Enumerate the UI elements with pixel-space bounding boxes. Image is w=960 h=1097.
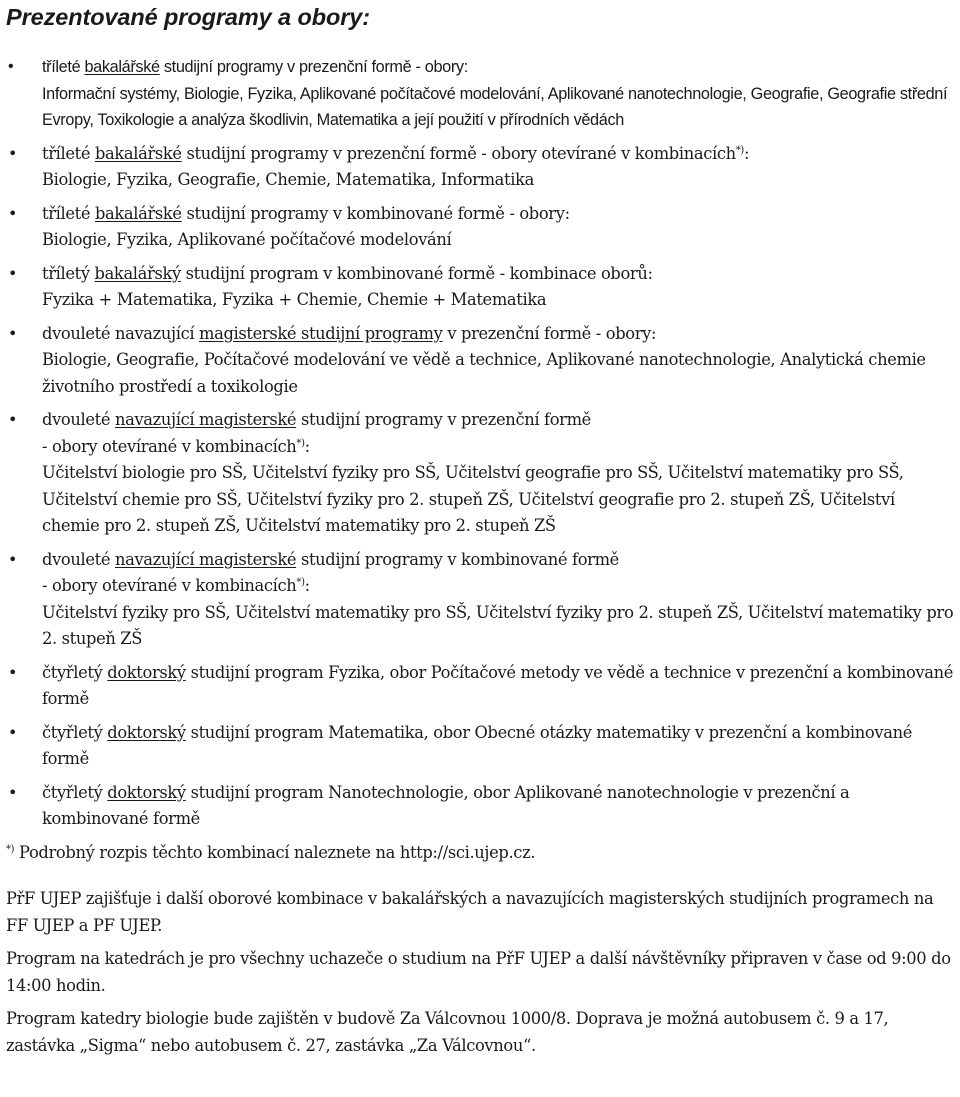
list-item bbox=[6, 720, 956, 773]
item-prefix: čtyřletý bbox=[42, 782, 108, 802]
item-underlined-term: navazující magisterské bbox=[114, 549, 297, 569]
item-prefix: dvouleté bbox=[42, 410, 115, 429]
bullet-icon: • bbox=[8, 549, 18, 569]
footnote-marker: *) bbox=[296, 577, 305, 588]
item-colon: : bbox=[304, 436, 310, 456]
program-list bbox=[6, 54, 956, 833]
bullet-icon: • bbox=[8, 410, 18, 429]
item-lead bbox=[42, 58, 468, 76]
item-lead bbox=[42, 723, 912, 769]
item-underlined-term: magisterské studijní programy bbox=[199, 323, 443, 343]
item-detail: Informační systémy, Biologie, Fyzika, Aplikované počítačové modelování, Aplikované nanotechnologie, Geografie, Geografie střední Evropy, Toxikologie a analýza škodlivin, Matematika a její použití v přírodních vědách bbox=[42, 84, 948, 129]
list-item bbox=[6, 201, 956, 254]
footnote bbox=[6, 840, 956, 866]
item-lead bbox=[42, 663, 953, 709]
page-title: Prezentované programy a obory: bbox=[6, 4, 370, 30]
item-underlined-term: doktorský bbox=[107, 782, 186, 802]
footnote-marker: *) bbox=[296, 437, 305, 449]
item-prefix: tříleté bbox=[42, 143, 95, 163]
bullet-icon: • bbox=[8, 722, 18, 742]
list-item bbox=[6, 547, 956, 653]
item-suffix: studijní programy v prezenční formě bbox=[296, 410, 591, 429]
item-suffix: studijní program v kombinované formě - kombinace oborů: bbox=[180, 263, 653, 283]
item-lead bbox=[42, 324, 656, 343]
item-combination-note: - obory otevírané v kombinacích bbox=[42, 436, 297, 456]
list-item bbox=[6, 141, 956, 194]
item-lead bbox=[42, 204, 570, 223]
item-detail: Biologie, Fyzika, Geografie, Chemie, Matematika, Informatika bbox=[42, 170, 534, 189]
item-underlined-term: bakalářské bbox=[94, 143, 182, 163]
paragraph-transport: Program katedry biologie bude zajištěn v budově Za Válcovnou 1000/8. Doprava je možná autobusem č. 9 a 17, zastávka „Sigma“ nebo autobusem č. 27, zastávka „Za Válcovnou“. bbox=[6, 1008, 889, 1055]
list-item bbox=[6, 407, 956, 540]
bullet-icon: • bbox=[8, 203, 18, 223]
paragraph-combinations: PřF UJEP zajišťuje i další oborové kombinace v bakalářských a navazujících magisterských studijních programech na FF UJEP a PF UJEP. bbox=[6, 888, 934, 935]
bullet-icon: • bbox=[8, 662, 18, 682]
list-item bbox=[6, 321, 956, 401]
item-detail: Biologie, Geografie, Počítačové modelování ve vědě a technice, Aplikované nanotechnologie, Analytická chemie životního prostředí a toxikologie bbox=[42, 350, 926, 396]
item-detail: Učitelství fyziky pro SŠ, Učitelství matematiky pro SŠ, Učitelství fyziky pro 2. stupeň ZŠ, Učitelství matematiky pro 2. stupeň ZŠ bbox=[42, 602, 954, 648]
item-suffix: studijní program Matematika, obor Obecné otázky matematiky v prezenční a kombinované formě bbox=[42, 722, 912, 768]
item-colon: : bbox=[304, 576, 310, 595]
footnote-marker: *) bbox=[735, 144, 744, 156]
item-suffix: studijní programy v kombinované formě bbox=[296, 549, 619, 569]
bullet-icon: • bbox=[8, 143, 18, 163]
bullet-icon: • bbox=[8, 58, 14, 75]
item-prefix: tříletý bbox=[42, 263, 95, 283]
item-detail: Učitelství biologie pro SŠ, Učitelství fyziky pro SŠ, Učitelství geografie pro SŠ, Učitelství matematiky pro SŠ, Učitelství chemie pro SŠ, Učitelství fyziky pro 2. stupeň ZŠ, Učitelství geografie pro 2. stupeň ZŠ, Učitelství chemie pro 2. stupeň ZŠ, Učitelství matematiky pro 2. stupeň ZŠ bbox=[42, 463, 904, 535]
bullet-icon: • bbox=[8, 263, 18, 283]
item-prefix: tříleté bbox=[42, 203, 95, 223]
item-underlined-term: bakalářské bbox=[94, 203, 182, 223]
list-item bbox=[6, 261, 956, 314]
item-lead-continued bbox=[42, 437, 310, 456]
item-prefix: tříleté bbox=[42, 58, 85, 76]
item-colon: : bbox=[743, 143, 750, 163]
footnote-text: Podrobný rozpis těchto kombinací naleznete na http://sci.ujep.cz. bbox=[14, 842, 536, 862]
item-detail: Biologie, Fyzika, Aplikované počítačové modelování bbox=[42, 230, 452, 249]
item-combination-note: - obory otevírané v kombinacích bbox=[42, 576, 297, 595]
item-detail: Fyzika + Matematika, Fyzika + Chemie, Chemie + Matematika bbox=[42, 290, 547, 309]
item-lead bbox=[42, 264, 653, 283]
item-suffix: studijní programy v kombinované formě - obory: bbox=[181, 203, 570, 223]
item-lead bbox=[42, 550, 619, 569]
list-item bbox=[6, 54, 956, 134]
item-suffix: v prezenční formě - obory: bbox=[442, 323, 657, 343]
item-lead bbox=[42, 783, 849, 829]
item-lead bbox=[42, 144, 749, 163]
item-prefix: dvouleté bbox=[42, 549, 115, 569]
bullet-icon: • bbox=[8, 323, 18, 343]
item-suffix: studijní program Fyzika, obor Počítačové metody ve vědě a technice v prezenční a kombinované formě bbox=[42, 662, 954, 708]
item-underlined-term: doktorský bbox=[107, 662, 186, 682]
list-item bbox=[6, 660, 956, 713]
footnote-marker: *) bbox=[6, 843, 15, 855]
list-item bbox=[6, 780, 956, 833]
item-prefix: čtyřletý bbox=[42, 722, 108, 742]
item-suffix: studijní programy v prezenční formě - obory: bbox=[159, 58, 468, 76]
item-lead-continued bbox=[42, 576, 310, 595]
item-lead bbox=[42, 410, 591, 429]
item-prefix: čtyřletý bbox=[42, 662, 108, 682]
item-underlined-term: bakalářské bbox=[84, 58, 160, 76]
item-suffix: studijní program Nanotechnologie, obor Aplikované nanotechnologie v prezenční a kombinované formě bbox=[42, 782, 850, 828]
item-suffix: studijní programy v prezenční formě - obory otevírané v kombinacích bbox=[181, 143, 736, 163]
bullet-icon: • bbox=[8, 782, 18, 802]
item-underlined-term: navazující magisterské bbox=[114, 410, 297, 429]
item-underlined-term: bakalářský bbox=[94, 263, 181, 283]
item-underlined-term: doktorský bbox=[107, 722, 186, 742]
paragraph-schedule: Program na katedrách je pro všechny uchazeče o studium na PřF UJEP a další návštěvníky připraven v čase od 9:00 do 14:00 hodin. bbox=[6, 948, 951, 995]
item-prefix: dvouleté navazující bbox=[42, 323, 200, 343]
